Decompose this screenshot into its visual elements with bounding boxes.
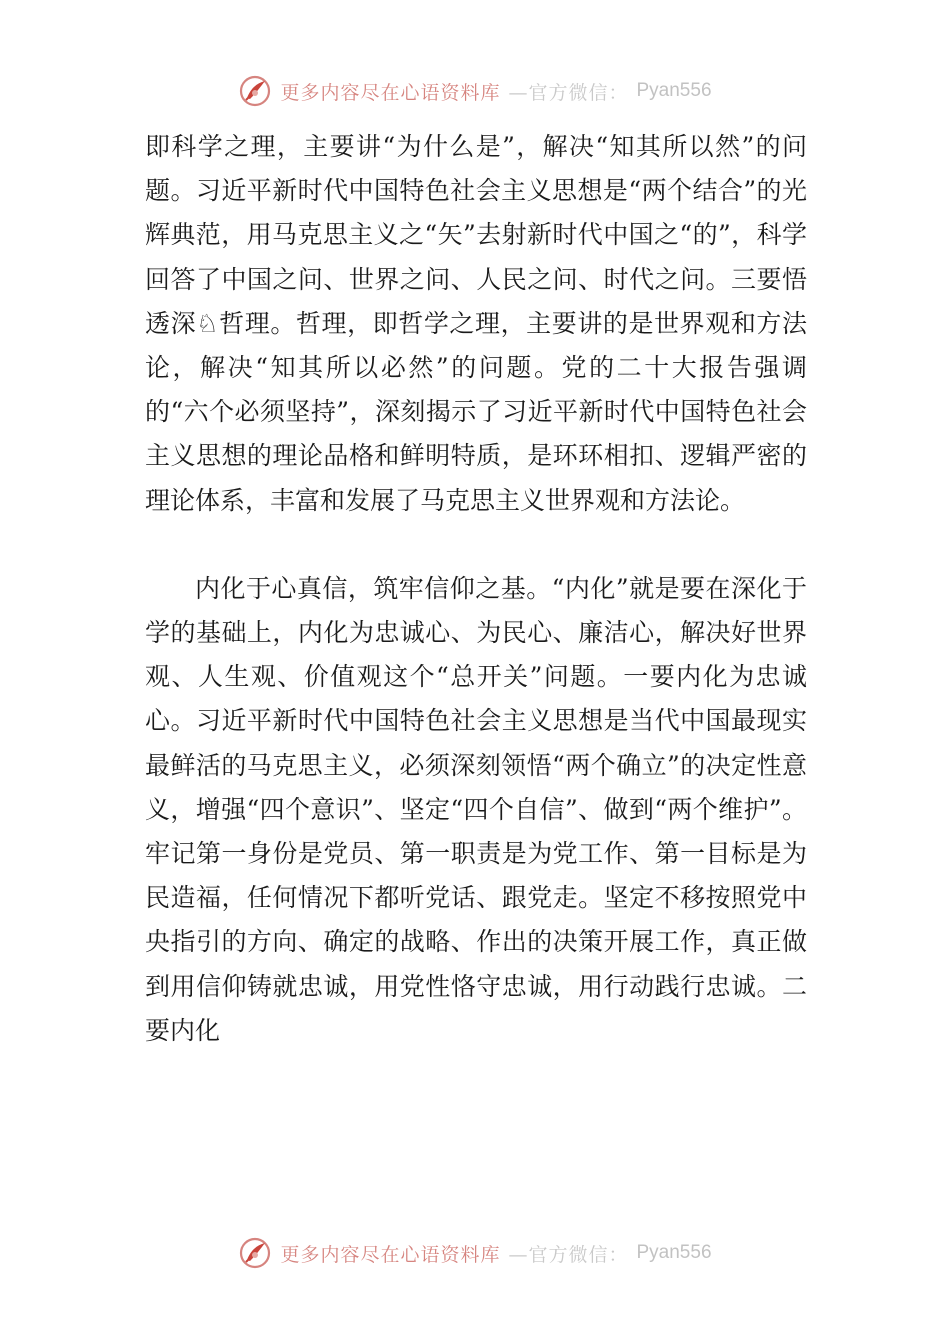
paragraph-internalize: 内化于心真信，筑牢信仰之基。“内化”就是要在深化于学的基础上，内化为忠诚心、为民心、廉洁心，解决好世界观、人生观、价值观这个“总开关”问题。一要内化为忠诚心。习近平新时代中国特色社会主义思想是当代中国最现实最鲜活的马克思主义，必须深刻领悟“两个确立”的决定性意义，增强“四个意识”、坚定“四个自信”、做到“两个维护”。牢记第一身份是党员、第一职责是为党工作、第一目标是为民造福，任何情况下都听党话、跟党走。坚定不移按照党中央指引的方向、确定的战略、作出的决策开展工作，真正做到用信仰铸就忠诚，用党性恪守忠诚，用行动践行忠诚。二要内化 <box>145 573 807 1045</box>
watermark-wechat-id: Pyan556 <box>636 80 712 101</box>
feather-seal-icon <box>238 74 272 108</box>
watermark-wechat-id: Pyan556 <box>636 1242 712 1263</box>
watermark-wechat-label: —官方微信： <box>508 81 629 104</box>
header-watermark <box>0 74 950 108</box>
watermark-main-text: 更多内容尽在心语资料库 <box>280 81 501 104</box>
paragraph-continuation: 即科学之理，主要讲“为什么是”，解决“知其所以然”的问题。习近平新时代中国特色社会主义思想是“两个结合”的光辉典范，用马克思主义之“矢”去射新时代中国之“的”，科学回答了中国之问、世界之问、人民之问、时代之问。三要悟透深♘哲理。哲理，即哲学之理，主要讲的是世界观和方法论，解决“知其所以必然”的问题。党的二十大报告强调的“六个必须坚持”，深刻揭示了习近平新时代中国特色社会主义思想的理论品格和鲜明特质，是环环相扣、逻辑严密的理论体系，丰富和发展了马克思主义世界观和方法论。 <box>145 132 807 515</box>
watermark-main-text: 更多内容尽在心语资料库 <box>280 1243 501 1266</box>
document-body <box>145 125 807 1053</box>
feather-seal-icon <box>238 1236 272 1270</box>
footer-watermark <box>0 1236 950 1270</box>
watermark-wechat-label: —官方微信： <box>508 1243 629 1266</box>
